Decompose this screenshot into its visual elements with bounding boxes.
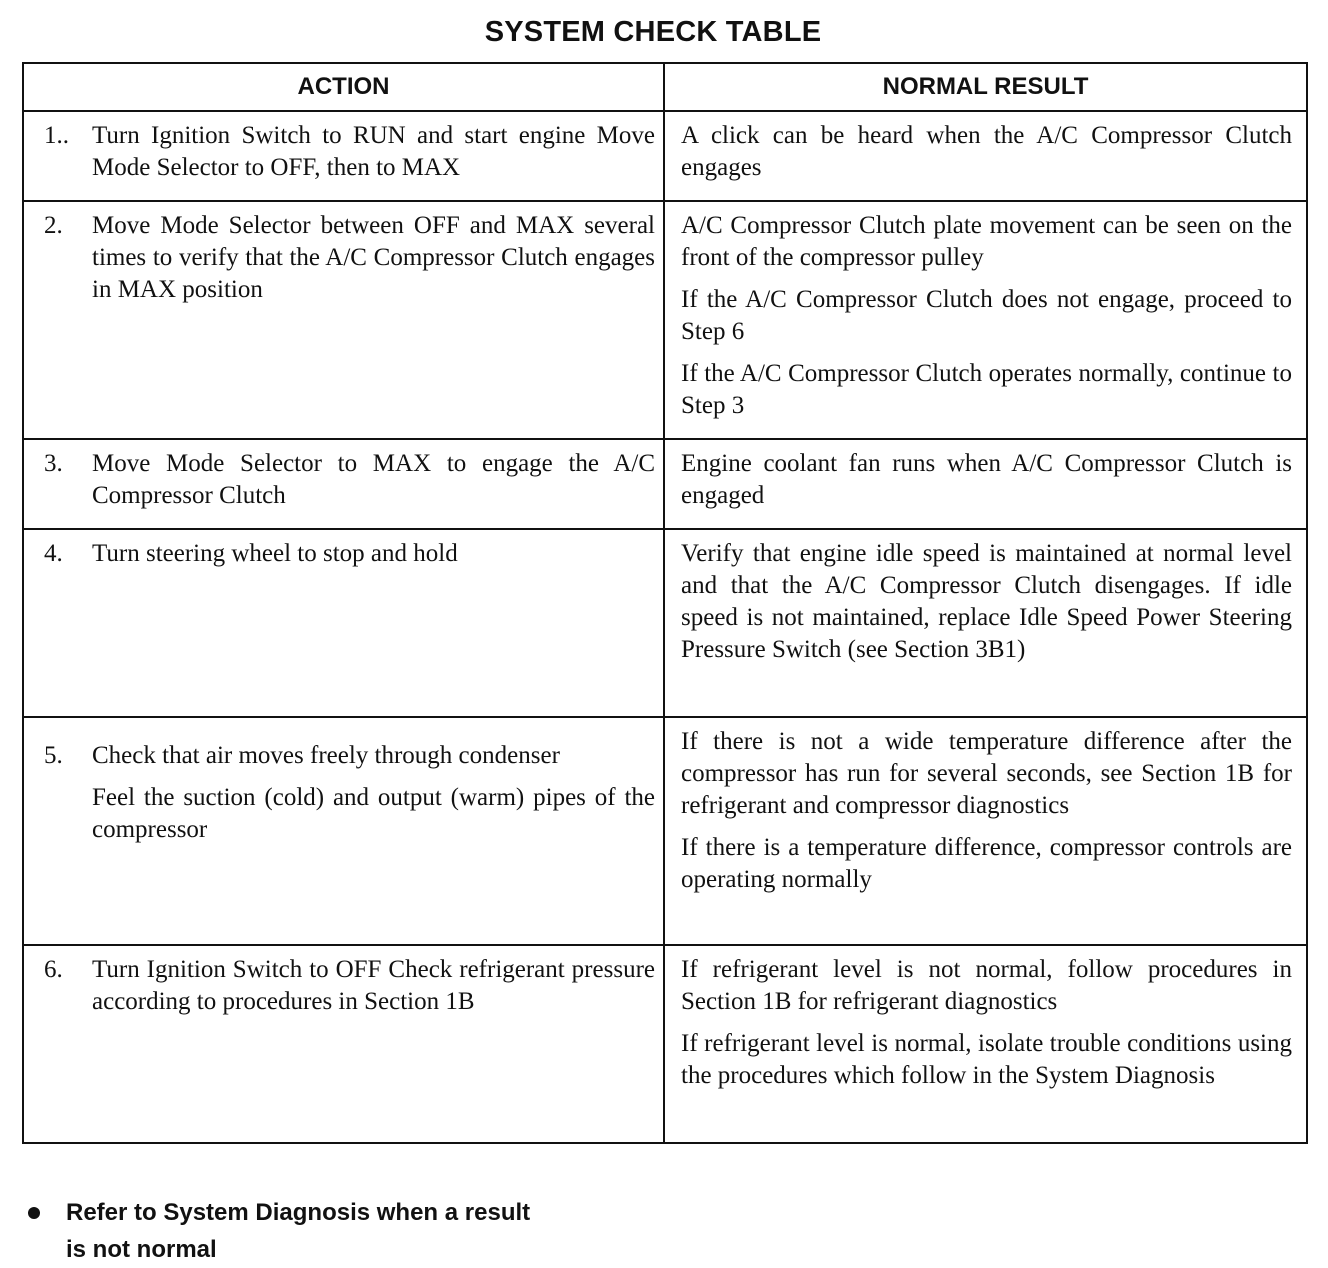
table-row <box>23 717 1307 945</box>
step-number: 1.. <box>44 122 69 149</box>
action-text: Move Mode Selector between OFF and MAX several times to verify that the A/C Compressor Clutch engages in MAX position <box>92 212 655 303</box>
result-text: Engine coolant fan runs when A/C Compressor Clutch is engaged <box>681 450 1292 509</box>
action-text: Turn steering wheel to stop and hold <box>92 540 458 567</box>
table-header-row <box>23 63 1307 111</box>
result-text: A/C Compressor Clutch plate movement can be seen on the front of the compressor pulley <box>681 212 1292 271</box>
page-title: SYSTEM CHECK TABLE <box>484 16 822 48</box>
result-text: If there is not a wide temperature difference after the compressor has run for several seconds, see Section 1B for refrigerant and compressor diagnostics <box>681 728 1292 819</box>
result-text: If refrigerant level is not normal, follow procedures in Section 1B for refrigerant diagnostics <box>681 956 1292 1015</box>
bullet-icon <box>28 1207 40 1219</box>
table-row <box>23 111 1307 201</box>
action-text: Turn Ignition Switch to OFF Check refrigerant pressure according to procedures in Section 1B <box>92 956 655 1015</box>
result-text: If the A/C Compressor Clutch operates normally, continue to Step 3 <box>681 360 1292 419</box>
table-row <box>23 439 1307 529</box>
result-cell <box>664 529 1307 717</box>
column-header-normal-result: NORMAL RESULT <box>664 63 1307 111</box>
result-text: If refrigerant level is normal, isolate trouble conditions using the procedures which follow in the System Diagnosis <box>681 1030 1292 1089</box>
action-cell <box>23 945 664 1143</box>
table-row <box>23 529 1307 717</box>
action-cell <box>23 201 664 439</box>
system-check-table <box>22 62 1308 1144</box>
step-number: 4. <box>44 540 63 567</box>
action-cell <box>23 717 664 945</box>
result-text: Verify that engine idle speed is maintained at normal level and that the A/C Compressor Clutch disengages. If idle speed is not maintained, replace Idle Speed Power Steering Pressure Switch (see Section 3B1) <box>681 540 1292 663</box>
result-cell <box>664 201 1307 439</box>
step-number: 3. <box>44 450 63 477</box>
column-header-action: ACTION <box>23 63 664 111</box>
result-text: A click can be heard when the A/C Compressor Clutch engages <box>681 122 1292 181</box>
footnote-text: Refer to System Diagnosis when a result is not normal <box>66 1199 531 1263</box>
table-row <box>23 945 1307 1143</box>
action-cell <box>23 529 664 717</box>
action-text: Move Mode Selector to MAX to engage the A/C Compressor Clutch <box>92 450 655 509</box>
result-cell <box>664 717 1307 945</box>
step-number: 2. <box>44 212 63 239</box>
result-cell <box>664 945 1307 1143</box>
footnote <box>28 1194 546 1268</box>
action-text: Feel the suction (cold) and output (warm) pipes of the compressor <box>92 784 655 843</box>
action-cell <box>23 439 664 529</box>
result-cell <box>664 439 1307 529</box>
table-row <box>23 201 1307 439</box>
action-cell <box>23 111 664 201</box>
action-text: Check that air moves freely through condenser <box>92 742 560 769</box>
result-text: If there is a temperature difference, compressor controls are operating normally <box>681 834 1292 893</box>
step-number: 5. <box>44 742 63 769</box>
result-text: If the A/C Compressor Clutch does not engage, proceed to Step 6 <box>681 286 1292 345</box>
action-text: Turn Ignition Switch to RUN and start engine Move Mode Selector to OFF, then to MAX <box>92 122 655 181</box>
step-number: 6. <box>44 956 63 983</box>
result-cell <box>664 111 1307 201</box>
